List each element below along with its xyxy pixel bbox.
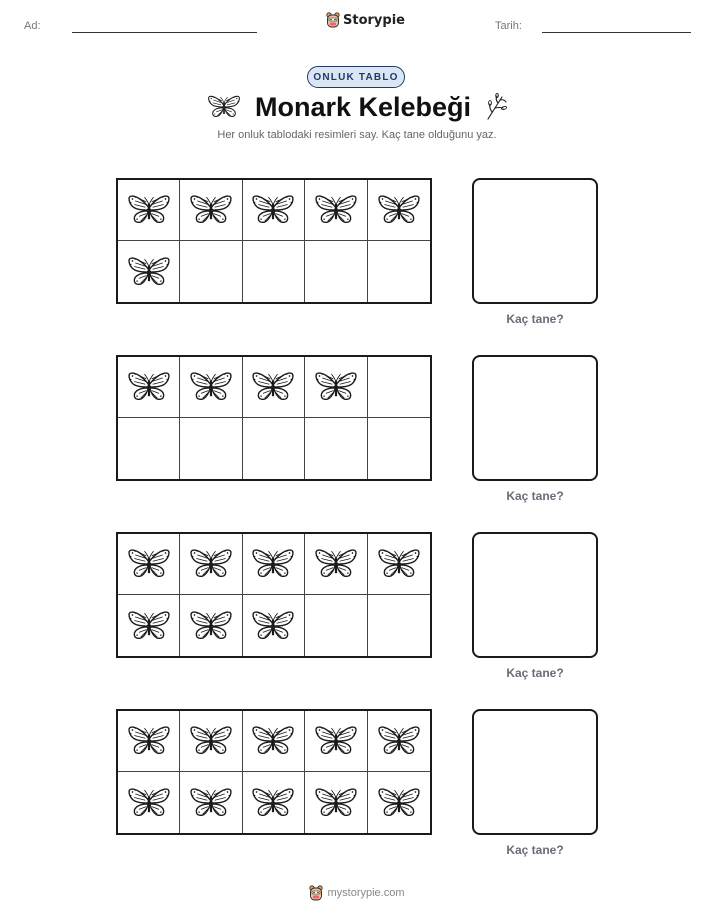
ten-frame-cell	[368, 711, 430, 772]
ten-frame-cell	[305, 711, 367, 772]
butterfly-icon	[314, 787, 358, 819]
butterfly-icon	[314, 194, 358, 226]
ten-frame-cell	[305, 418, 367, 479]
ten-frame-cell	[243, 241, 305, 302]
butterfly-icon	[189, 610, 233, 642]
butterfly-icon	[127, 194, 171, 226]
ten-frame-cell	[243, 534, 305, 595]
ten-frame-cell	[305, 534, 367, 595]
ten-frame-cell	[243, 180, 305, 241]
ten-frame-cell	[243, 357, 305, 418]
ten-frame-cell	[180, 595, 242, 656]
answer-box-4[interactable]	[472, 709, 598, 835]
butterfly-icon	[189, 548, 233, 580]
answer-box-1[interactable]	[472, 178, 598, 304]
answer-prompt-4: Kaç tane?	[506, 843, 564, 857]
ten-frame-cell	[180, 357, 242, 418]
ten-frame-cell	[180, 180, 242, 241]
butterfly-icon	[189, 787, 233, 819]
answer-box-3[interactable]	[472, 532, 598, 658]
butterfly-icon	[251, 787, 295, 819]
butterfly-icon	[189, 725, 233, 757]
date-line[interactable]	[542, 32, 691, 33]
ten-frame-cell	[180, 241, 242, 302]
ten-frame-cell	[243, 595, 305, 656]
instructions: Her onluk tablodaki resimleri say. Kaç tane olduğunu yaz.	[217, 129, 497, 141]
butterfly-icon	[314, 725, 358, 757]
butterfly-icon	[251, 725, 295, 757]
ten-frame-cell	[180, 534, 242, 595]
butterfly-icon	[127, 256, 171, 288]
ten-frame-cell	[118, 180, 180, 241]
name-line[interactable]	[72, 32, 257, 33]
butterfly-icon	[377, 725, 421, 757]
butterfly-icon	[377, 787, 421, 819]
butterfly-icon	[314, 371, 358, 403]
butterfly-icon	[127, 371, 171, 403]
answer-prompt-2: Kaç tane?	[506, 489, 564, 503]
butterfly-icon	[207, 95, 241, 119]
storypie-logo	[326, 12, 405, 28]
butterfly-icon	[251, 548, 295, 580]
butterfly-icon	[127, 610, 171, 642]
butterfly-icon	[314, 548, 358, 580]
butterfly-icon	[251, 194, 295, 226]
butterfly-icon	[127, 548, 171, 580]
ten-frame-1	[116, 178, 432, 304]
ten-frame-3	[116, 532, 432, 658]
ten-frame-cell	[118, 772, 180, 833]
ten-frame-cell	[118, 711, 180, 772]
butterfly-icon	[127, 787, 171, 819]
ten-frame-cell	[305, 357, 367, 418]
ten-frame-cell	[243, 772, 305, 833]
ten-frame-2	[116, 355, 432, 481]
page-title: Monark Kelebeği	[254, 91, 472, 122]
answer-prompt-1: Kaç tane?	[506, 312, 564, 326]
ten-frame-4	[116, 709, 432, 835]
answer-box-2[interactable]	[472, 355, 598, 481]
ten-frame-cell	[305, 772, 367, 833]
ten-frame-cell	[368, 357, 430, 418]
ten-frame-cell	[180, 772, 242, 833]
ten-frame-cell	[305, 595, 367, 656]
butterfly-icon	[127, 725, 171, 757]
footer-url: mystorypie.com	[327, 887, 405, 899]
ten-frame-cell	[118, 418, 180, 479]
ten-frame-cell	[118, 357, 180, 418]
ten-frame-cell	[118, 595, 180, 656]
twig-icon	[485, 93, 507, 121]
ten-frame-cell	[305, 180, 367, 241]
ten-frame-cell	[180, 418, 242, 479]
date-label: Tarih:	[495, 20, 522, 32]
footer	[0, 885, 714, 901]
ten-frame-cell	[368, 180, 430, 241]
ten-frame-cell	[368, 418, 430, 479]
ten-frame-cell	[368, 595, 430, 656]
ten-frame-cell	[243, 418, 305, 479]
title-row	[0, 86, 714, 128]
ten-frame-cell	[118, 534, 180, 595]
butterfly-icon	[377, 194, 421, 226]
ten-frame-cell	[180, 711, 242, 772]
storypie-mascot-icon	[326, 12, 340, 28]
worksheet-type-badge: ONLUK TABLO	[307, 66, 405, 88]
ten-frame-cell	[368, 241, 430, 302]
storypie-mascot-icon	[309, 885, 323, 901]
ten-frame-cell	[118, 241, 180, 302]
ten-frame-cell	[305, 241, 367, 302]
butterfly-icon	[189, 194, 233, 226]
butterfly-icon	[251, 610, 295, 642]
ten-frame-cell	[368, 772, 430, 833]
butterfly-icon	[251, 371, 295, 403]
ten-frame-cell	[243, 711, 305, 772]
brand-name: Storypie	[343, 12, 405, 28]
answer-prompt-3: Kaç tane?	[506, 666, 564, 680]
butterfly-icon	[189, 371, 233, 403]
ten-frame-cell	[368, 534, 430, 595]
butterfly-icon	[377, 548, 421, 580]
name-label: Ad:	[24, 20, 41, 32]
